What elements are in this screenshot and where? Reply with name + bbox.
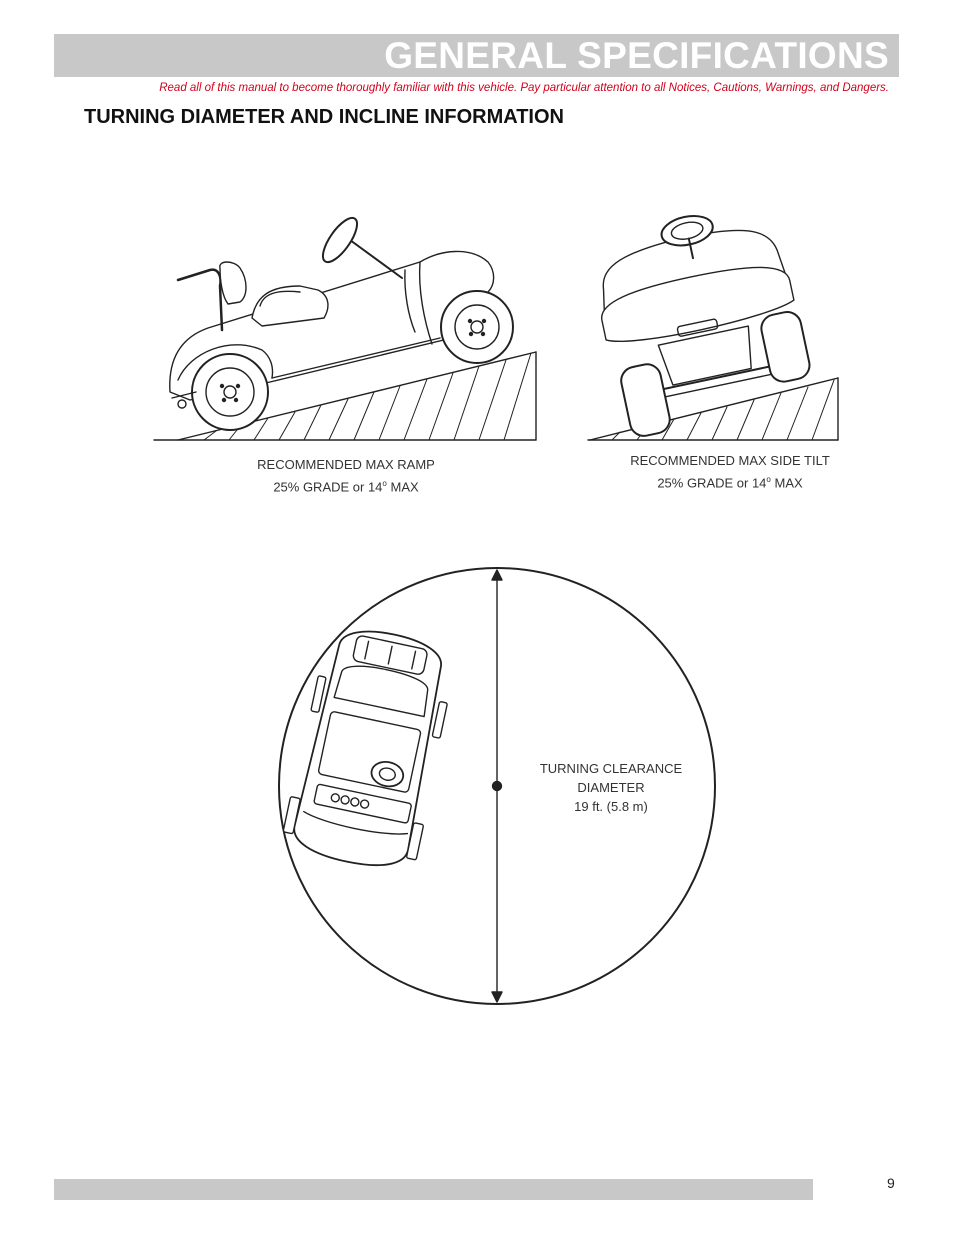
turning-clearance-caption [526, 759, 696, 816]
golf-cart-side-view [170, 213, 513, 430]
golf-cart-rear-view [584, 198, 817, 440]
ramp-caption-line2 [236, 474, 456, 496]
turning-caption-line3: 19 ft. (5.8 m) [574, 799, 648, 814]
ramp-degree-symbol: o [382, 479, 387, 488]
tilt-caption-line1: RECOMMENDED MAX SIDE TILT [630, 453, 830, 468]
page-number: 9 [887, 1175, 895, 1191]
turning-caption-line2: DIAMETER [577, 780, 645, 795]
tilt-degree-symbol: o [766, 475, 771, 484]
turning-caption-line1: TURNING CLEARANCE [539, 761, 683, 776]
safety-notice: Read all of this manual to become thoroughly familiar with this vehicle. Pay particular attention to all Notices, Cautions, Warnings, and Dangers. [159, 82, 889, 94]
section-title: TURNING DIAMETER AND INCLINE INFORMATION [84, 106, 564, 128]
center-point [493, 782, 502, 791]
golf-cart-top-view [280, 620, 461, 875]
ramp-max-text: MAX [386, 479, 419, 495]
tilt-max-text: MAX [770, 475, 803, 491]
ramp-caption-line1: RECOMMENDED MAX RAMP [257, 457, 435, 472]
diameter-arrow-bottom [492, 992, 502, 1002]
side-tilt-illustration [584, 198, 838, 440]
ramp-caption [236, 455, 456, 496]
ramp-grade-text: 25% GRADE or 14 [273, 479, 383, 495]
ramp-illustration [154, 213, 536, 440]
tilt-grade-text: 25% GRADE or 14 [657, 475, 767, 491]
side-tilt-caption [610, 451, 850, 492]
tilt-caption-line2 [610, 470, 850, 492]
page-title: GENERAL SPECIFICATIONS [384, 35, 889, 76]
diameter-arrow-top [492, 570, 502, 580]
footer-bar [54, 1179, 813, 1200]
